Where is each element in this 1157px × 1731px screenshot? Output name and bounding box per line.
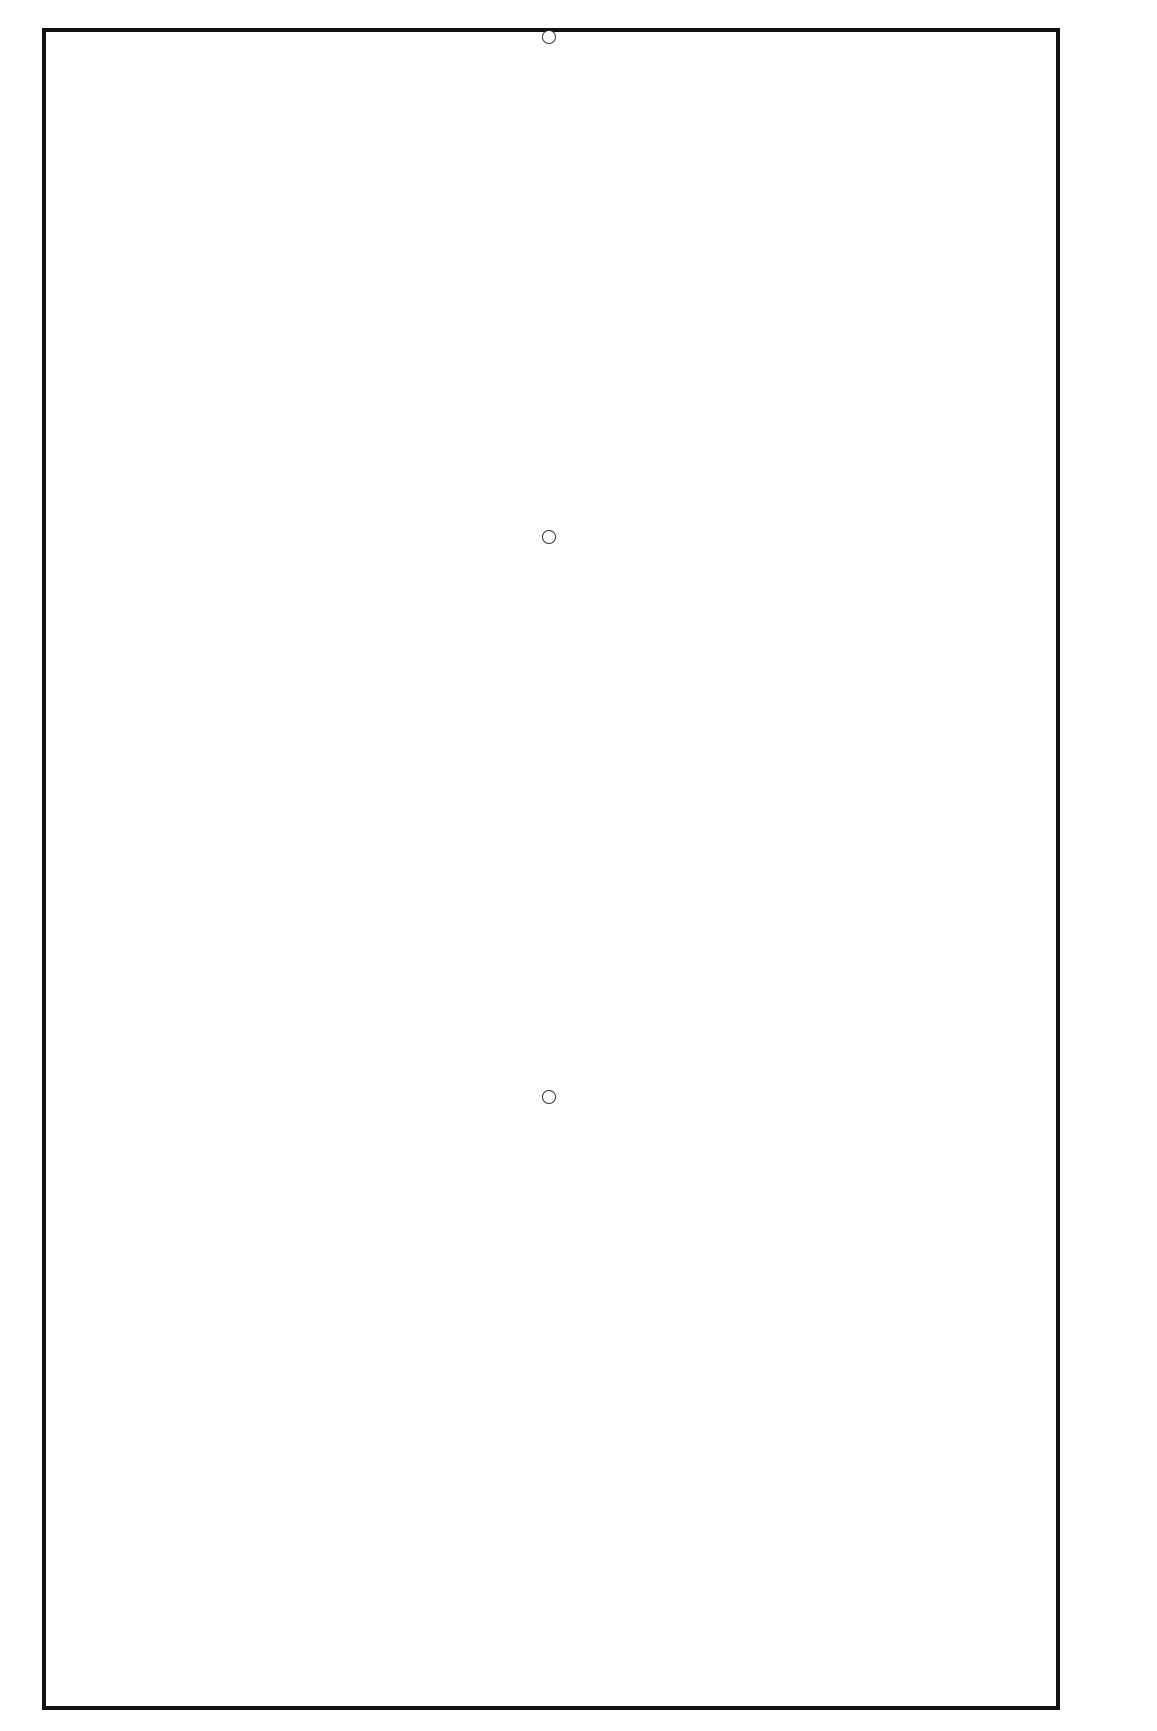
text-block [42, 28, 1060, 1710]
page-frame [20, 20, 1117, 1715]
binding-hole [542, 1090, 556, 1104]
binding-hole [542, 30, 556, 44]
binding-hole [542, 530, 556, 544]
